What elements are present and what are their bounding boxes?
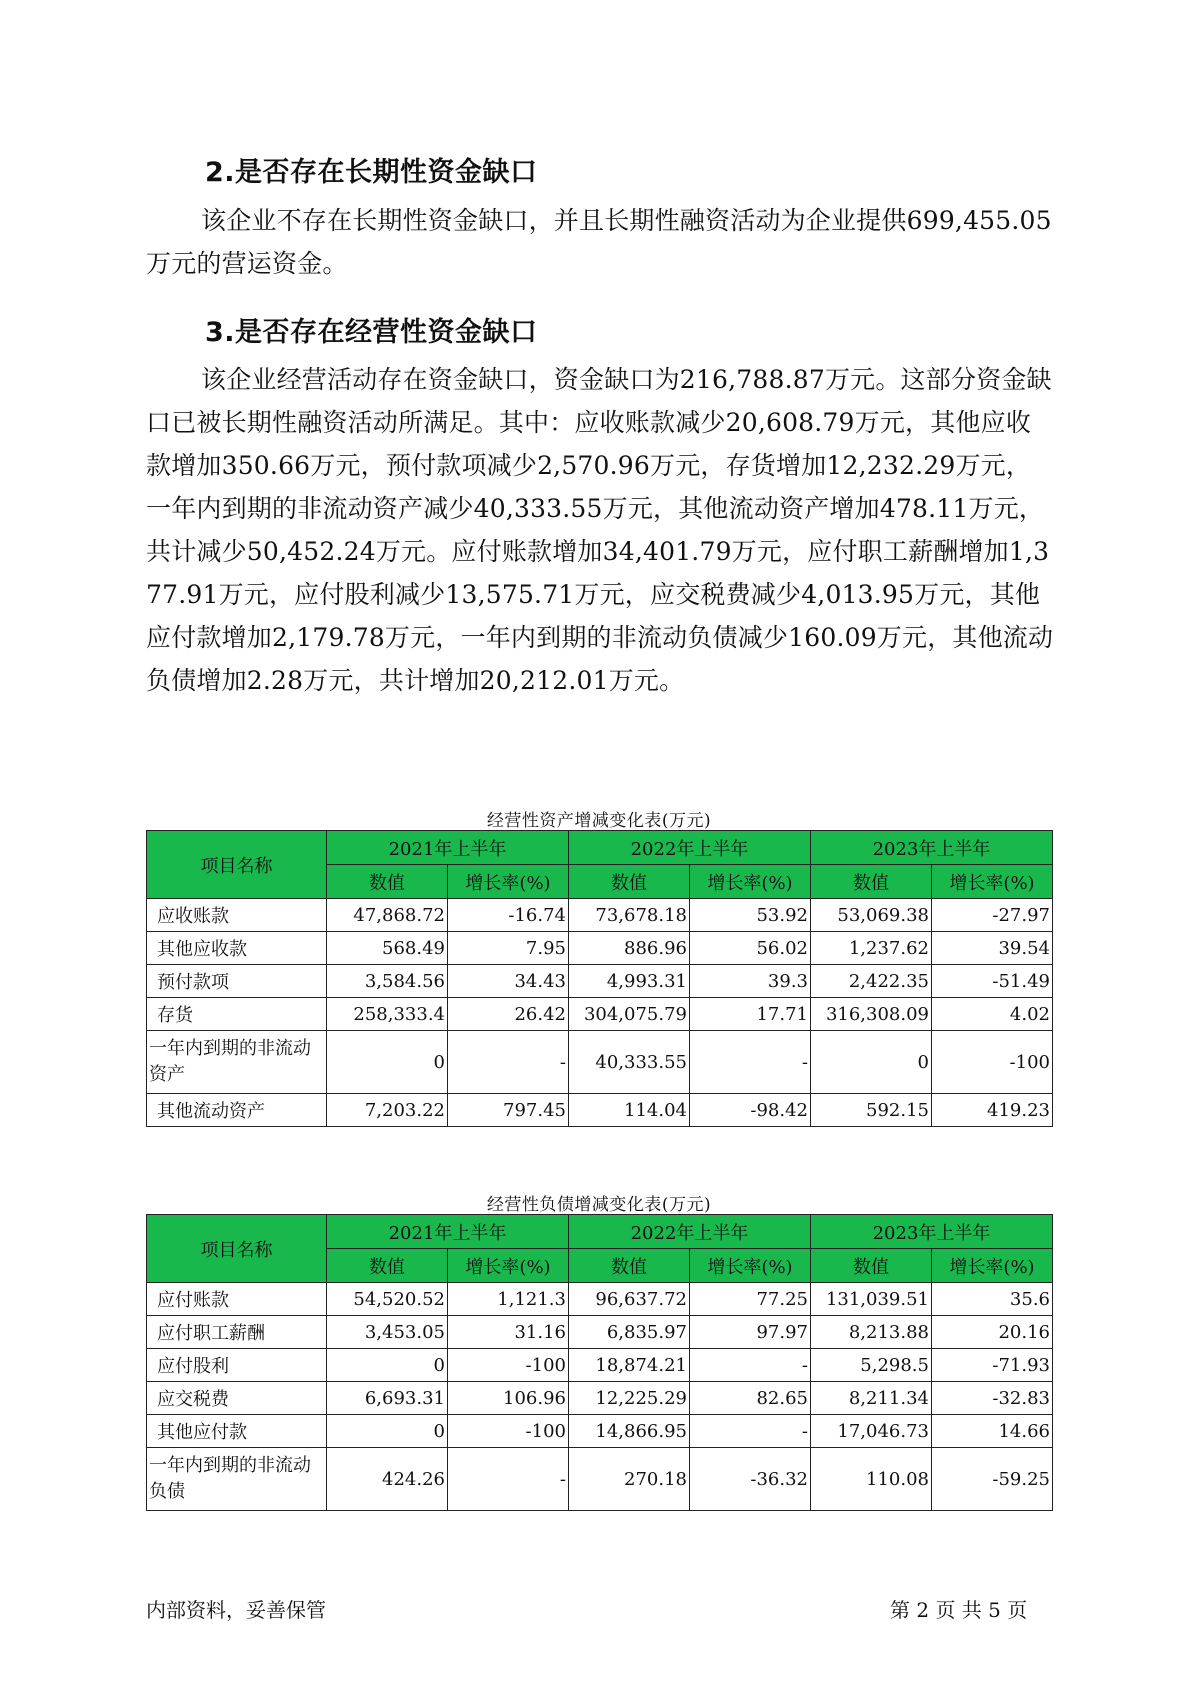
growth-rate-cell: 35.6 bbox=[932, 1283, 1053, 1316]
header-value: 数值 bbox=[327, 1249, 448, 1283]
value-cell: 3,584.56 bbox=[327, 965, 448, 998]
table-row bbox=[147, 998, 1053, 1031]
table-row bbox=[147, 965, 1053, 998]
growth-rate-cell: -100 bbox=[448, 1349, 569, 1382]
header-value: 数值 bbox=[327, 865, 448, 899]
value-cell: 886.96 bbox=[569, 932, 690, 965]
header-period-2022: 2022年上半年 bbox=[569, 831, 811, 865]
value-cell: 8,213.88 bbox=[811, 1316, 932, 1349]
header-rate: 增长率(%) bbox=[932, 865, 1053, 899]
value-cell: 110.08 bbox=[811, 1448, 932, 1511]
row-item-name: 应付职工薪酬 bbox=[147, 1316, 327, 1349]
value-cell: 3,453.05 bbox=[327, 1316, 448, 1349]
growth-rate-cell: 1,121.3 bbox=[448, 1283, 569, 1316]
growth-rate-cell: - bbox=[448, 1448, 569, 1511]
value-cell: 1,237.62 bbox=[811, 932, 932, 965]
growth-rate-cell: 4.02 bbox=[932, 998, 1053, 1031]
value-cell: 7,203.22 bbox=[327, 1094, 448, 1127]
value-cell: 53,069.38 bbox=[811, 899, 932, 932]
value-cell: 96,637.72 bbox=[569, 1283, 690, 1316]
growth-rate-cell: - bbox=[690, 1415, 811, 1448]
row-item-name: 应付账款 bbox=[147, 1283, 327, 1316]
growth-rate-cell: -59.25 bbox=[932, 1448, 1053, 1511]
value-cell: 0 bbox=[327, 1031, 448, 1094]
assets-table-caption: 经营性资产增减变化表(万元) bbox=[486, 811, 712, 831]
growth-rate-cell: 77.25 bbox=[690, 1283, 811, 1316]
growth-rate-cell: -100 bbox=[932, 1031, 1053, 1094]
value-cell: 12,225.29 bbox=[569, 1382, 690, 1415]
value-cell: 316,308.09 bbox=[811, 998, 932, 1031]
value-cell: 592.15 bbox=[811, 1094, 932, 1127]
value-cell: 6,693.31 bbox=[327, 1382, 448, 1415]
value-cell: 6,835.97 bbox=[569, 1316, 690, 1349]
row-item-name: 其他应付款 bbox=[147, 1415, 327, 1448]
row-item-name: 应付股利 bbox=[147, 1349, 327, 1382]
value-cell: 18,874.21 bbox=[569, 1349, 690, 1382]
header-rate: 增长率(%) bbox=[448, 865, 569, 899]
row-item-name: 一年内到期的非流动负债 bbox=[147, 1448, 327, 1511]
value-cell: 2,422.35 bbox=[811, 965, 932, 998]
growth-rate-cell: -51.49 bbox=[932, 965, 1053, 998]
row-item-name: 存货 bbox=[147, 998, 327, 1031]
table-row bbox=[147, 1316, 1053, 1349]
growth-rate-cell: 39.3 bbox=[690, 965, 811, 998]
value-cell: 258,333.4 bbox=[327, 998, 448, 1031]
value-cell: 40,333.55 bbox=[569, 1031, 690, 1094]
assets-table bbox=[146, 830, 1053, 1127]
header-period-2023: 2023年上半年 bbox=[811, 1215, 1053, 1249]
value-cell: 270.18 bbox=[569, 1448, 690, 1511]
growth-rate-cell: 34.43 bbox=[448, 965, 569, 998]
growth-rate-cell: -98.42 bbox=[690, 1094, 811, 1127]
growth-rate-cell: -100 bbox=[448, 1415, 569, 1448]
footer-page-number: 第 2 页 共 5 页 bbox=[890, 1598, 1028, 1622]
growth-rate-cell: 797.45 bbox=[448, 1094, 569, 1127]
liabilities-table-caption: 经营性负债增减变化表(万元) bbox=[486, 1195, 712, 1215]
header-period-2022: 2022年上半年 bbox=[569, 1215, 811, 1249]
section2-heading: 2.是否存在长期性资金缺口 bbox=[205, 157, 538, 188]
row-item-name: 其他应收款 bbox=[147, 932, 327, 965]
growth-rate-cell: 31.16 bbox=[448, 1316, 569, 1349]
table-row bbox=[147, 1031, 1053, 1094]
footer-confidential-note: 内部资料，妥善保管 bbox=[146, 1598, 326, 1622]
liabilities-table bbox=[146, 1214, 1053, 1511]
growth-rate-cell: 7.95 bbox=[448, 932, 569, 965]
header-item-name: 项目名称 bbox=[147, 831, 327, 899]
header-rate: 增长率(%) bbox=[448, 1249, 569, 1283]
value-cell: 5,298.5 bbox=[811, 1349, 932, 1382]
value-cell: 568.49 bbox=[327, 932, 448, 965]
value-cell: 8,211.34 bbox=[811, 1382, 932, 1415]
value-cell: 0 bbox=[327, 1415, 448, 1448]
value-cell: 0 bbox=[811, 1031, 932, 1094]
growth-rate-cell: 56.02 bbox=[690, 932, 811, 965]
growth-rate-cell: - bbox=[448, 1031, 569, 1094]
table-row bbox=[147, 1094, 1053, 1127]
value-cell: 424.26 bbox=[327, 1448, 448, 1511]
table-row bbox=[147, 899, 1053, 932]
value-cell: 304,075.79 bbox=[569, 998, 690, 1031]
growth-rate-cell: 106.96 bbox=[448, 1382, 569, 1415]
table-row bbox=[147, 1448, 1053, 1511]
growth-rate-cell: 17.71 bbox=[690, 998, 811, 1031]
header-period-2021: 2021年上半年 bbox=[327, 831, 569, 865]
growth-rate-cell: 82.65 bbox=[690, 1382, 811, 1415]
row-item-name: 其他流动资产 bbox=[147, 1094, 327, 1127]
header-value: 数值 bbox=[569, 865, 690, 899]
growth-rate-cell: 26.42 bbox=[448, 998, 569, 1031]
growth-rate-cell: -32.83 bbox=[932, 1382, 1053, 1415]
growth-rate-cell: - bbox=[690, 1031, 811, 1094]
table-row bbox=[147, 932, 1053, 965]
value-cell: 14,866.95 bbox=[569, 1415, 690, 1448]
row-item-name: 一年内到期的非流动资产 bbox=[147, 1031, 327, 1094]
header-value: 数值 bbox=[811, 1249, 932, 1283]
growth-rate-cell: -71.93 bbox=[932, 1349, 1053, 1382]
value-cell: 114.04 bbox=[569, 1094, 690, 1127]
table-row bbox=[147, 1382, 1053, 1415]
section2-paragraph: 该企业不存在长期性资金缺口，并且长期性融资活动为企业提供699,455.05万元的营运资金。 bbox=[146, 206, 1052, 278]
header-rate: 增长率(%) bbox=[932, 1249, 1053, 1283]
growth-rate-cell: 20.16 bbox=[932, 1316, 1053, 1349]
growth-rate-cell: -36.32 bbox=[690, 1448, 811, 1511]
value-cell: 47,868.72 bbox=[327, 899, 448, 932]
table-row bbox=[147, 1415, 1053, 1448]
header-item-name: 项目名称 bbox=[147, 1215, 327, 1283]
header-rate: 增长率(%) bbox=[690, 865, 811, 899]
header-rate: 增长率(%) bbox=[690, 1249, 811, 1283]
section3-paragraph: 该企业经营活动存在资金缺口，资金缺口为216,788.87万元。这部分资金缺口已被长期性融资活动所满足。其中：应收账款减少20,608.79万元，其他应收款增加350.66万元，预付款项减少2,570.96万元，存货增加12,232.29万元，一年内到期的非流动资产减少40,333.55万元，其他流动资产增加478.11万元，共计减少50,452.24万元。应付账款增加34,401.79万元，应付职工薪酬增加1,377.91万元，应付股利减少13,575.71万元，应交税费减少4,013.95万元，其他应付款增加2,179.78万元，一年内到期的非流动负债减少160.09万元，其他流动负债增加2.28万元，共计增加20,212.01万元。 bbox=[146, 365, 1054, 695]
header-period-2021: 2021年上半年 bbox=[327, 1215, 569, 1249]
row-item-name: 应交税费 bbox=[147, 1382, 327, 1415]
row-item-name: 预付款项 bbox=[147, 965, 327, 998]
table-row bbox=[147, 1283, 1053, 1316]
growth-rate-cell: 39.54 bbox=[932, 932, 1053, 965]
section3-heading: 3.是否存在经营性资金缺口 bbox=[205, 317, 538, 348]
header-value: 数值 bbox=[569, 1249, 690, 1283]
growth-rate-cell: - bbox=[690, 1349, 811, 1382]
growth-rate-cell: 14.66 bbox=[932, 1415, 1053, 1448]
growth-rate-cell: 97.97 bbox=[690, 1316, 811, 1349]
value-cell: 17,046.73 bbox=[811, 1415, 932, 1448]
growth-rate-cell: 53.92 bbox=[690, 899, 811, 932]
value-cell: 131,039.51 bbox=[811, 1283, 932, 1316]
header-value: 数值 bbox=[811, 865, 932, 899]
value-cell: 0 bbox=[327, 1349, 448, 1382]
growth-rate-cell: -27.97 bbox=[932, 899, 1053, 932]
header-period-2023: 2023年上半年 bbox=[811, 831, 1053, 865]
value-cell: 54,520.52 bbox=[327, 1283, 448, 1316]
growth-rate-cell: 419.23 bbox=[932, 1094, 1053, 1127]
value-cell: 4,993.31 bbox=[569, 965, 690, 998]
value-cell: 73,678.18 bbox=[569, 899, 690, 932]
table-row bbox=[147, 1349, 1053, 1382]
growth-rate-cell: -16.74 bbox=[448, 899, 569, 932]
row-item-name: 应收账款 bbox=[147, 899, 327, 932]
